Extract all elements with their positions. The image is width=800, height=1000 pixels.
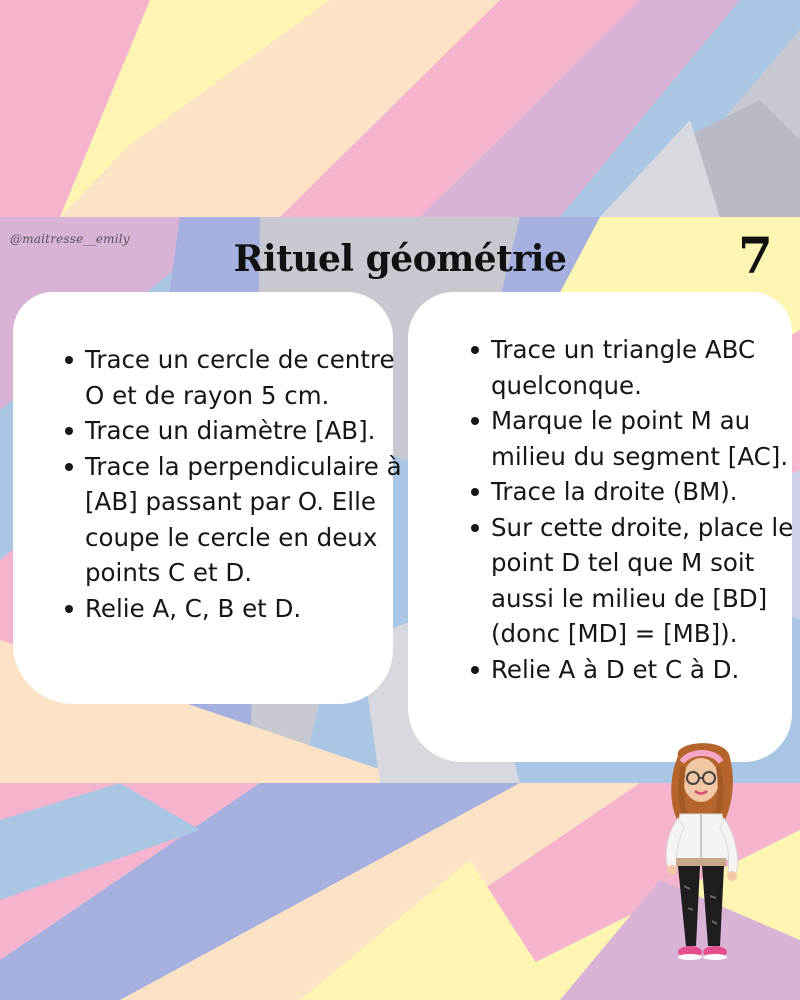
- list-item: Sur cette droite, place le point D tel que M soit aussi le milieu de [BD] (donc [MD] = [MB]).: [491, 510, 800, 652]
- list-item: Marque le point M au milieu du segment [AC].: [491, 403, 800, 474]
- teacher-avatar-icon: [648, 736, 752, 972]
- list-item: Relie A, C, B et D.: [85, 591, 405, 627]
- page-title: Rituel géométrie: [233, 238, 567, 280]
- instruction-list-left: [63, 342, 405, 626]
- page-number: 7: [738, 226, 773, 285]
- author-handle: @maitresse__emily: [10, 232, 130, 246]
- list-item: Trace un cercle de centre O et de rayon 5 cm.: [85, 342, 405, 413]
- instruction-list-right: [469, 332, 800, 687]
- list-item: Relie A à D et C à D.: [491, 652, 800, 688]
- instructions-card-left: [13, 292, 402, 704]
- instructions-card-right: [408, 292, 792, 762]
- list-item: Trace la droite (BM).: [491, 474, 800, 510]
- list-item: Trace un triangle ABC quelconque.: [491, 332, 800, 403]
- list-item: Trace un diamètre [AB].: [85, 413, 405, 449]
- list-item: Trace la perpendiculaire à [AB] passant par O. Elle coupe le cercle en deux points C et D.: [85, 449, 405, 591]
